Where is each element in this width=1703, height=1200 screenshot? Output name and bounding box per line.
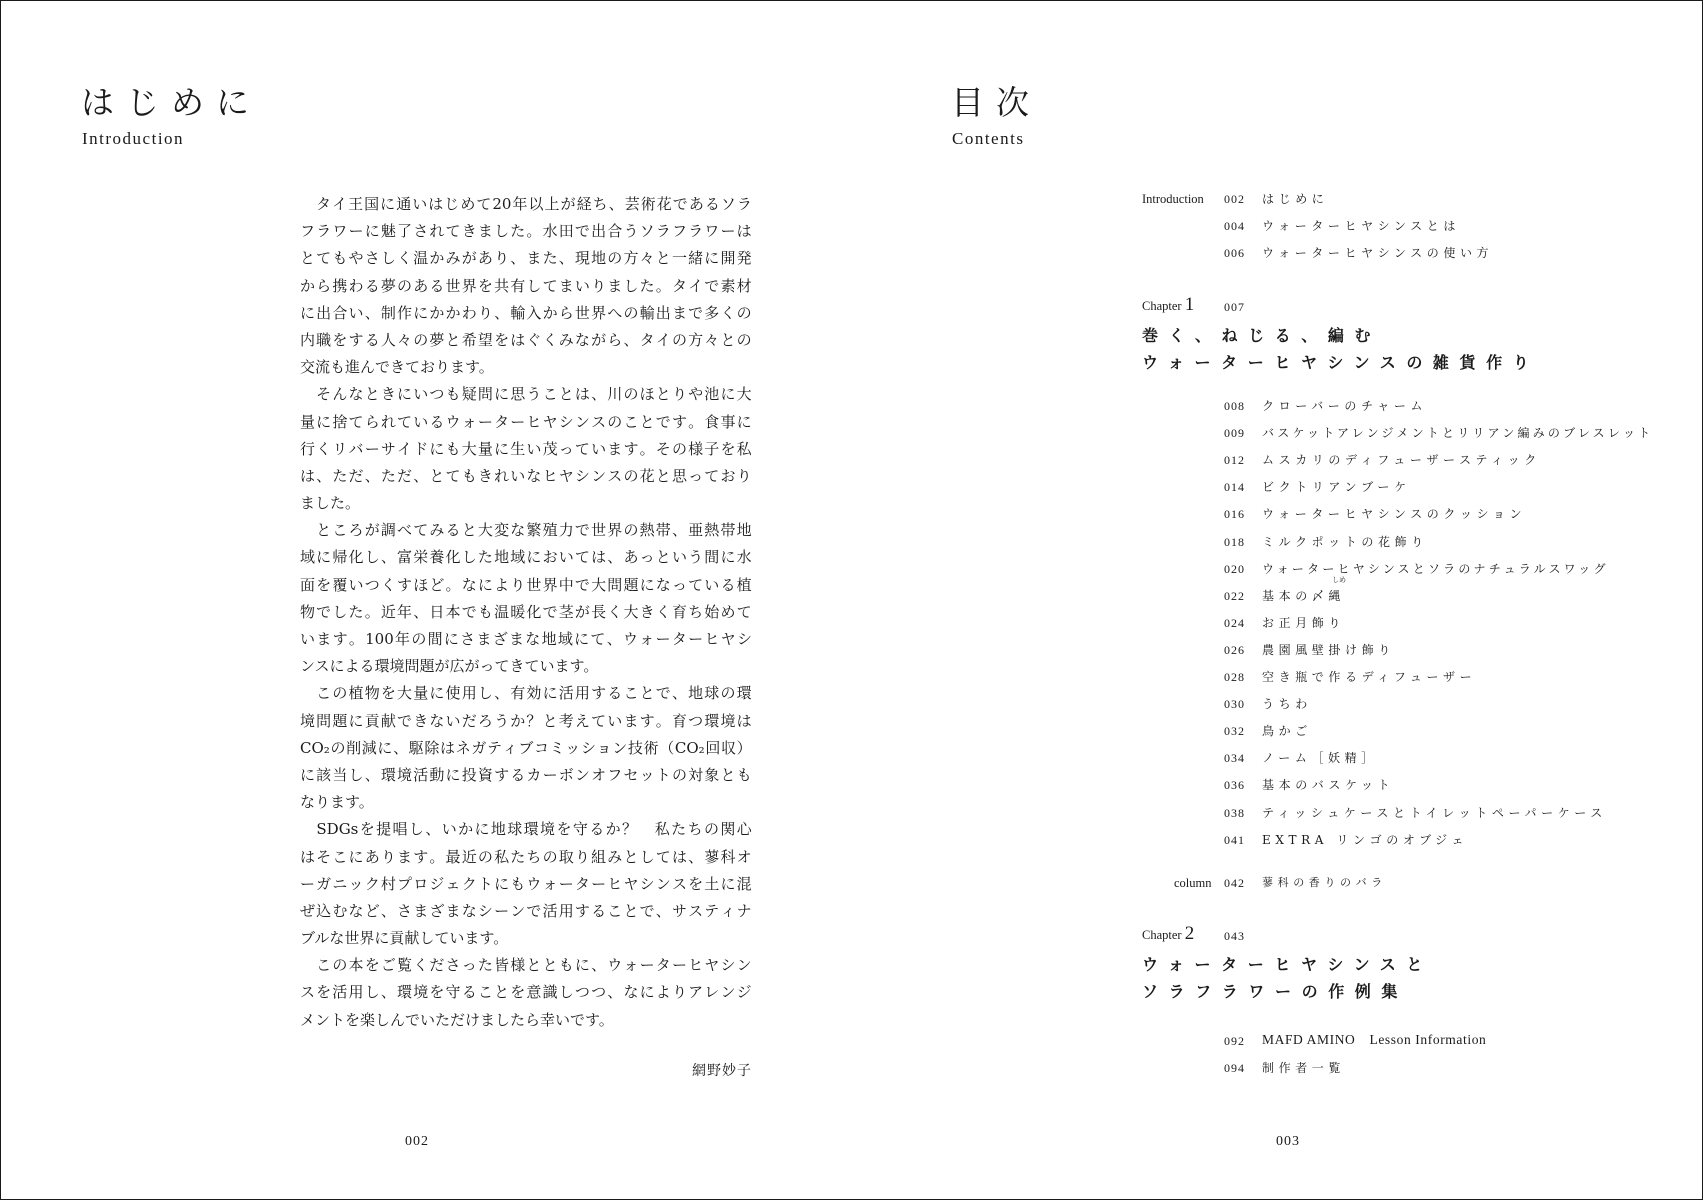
- toc-item-title: クローバーのチャーム: [1262, 399, 1428, 413]
- body-line: ー ガ ニ ッ ク 村 プ ロ ジ ェ ク ト に も ウ ォ ー タ ー ヒ ヤ シ ン ス を 土 に 混: [300, 874, 752, 893]
- toc-item-page: 012: [1224, 453, 1245, 467]
- chapter-word: Chapter: [1142, 299, 1182, 313]
- chapter2-title-line1: ウォーターヒヤシンスと: [1142, 955, 1433, 974]
- toc-item-title: ウォーターヒヤシンスのクッション: [1262, 507, 1527, 521]
- page-number: 002: [405, 1134, 429, 1149]
- toc-item-title: バスケットアレンジメントとリリアン編みのブレスレット: [1262, 426, 1654, 440]
- toc-item-title: ティッシュケースとトイレットペーパーケース: [1262, 806, 1607, 820]
- toc-item-page: 092: [1224, 1034, 1245, 1048]
- body-line: SDGs を 提 唱 し 、 い か に 地 球 環 境 を 守 る か ？ 私 た ち の 関 心: [316, 820, 752, 839]
- chapter1-title-line1: 巻く、ねじる、編む: [1142, 326, 1382, 345]
- toc-item-page: 006: [1224, 246, 1245, 260]
- toc-item-page: 034: [1224, 751, 1245, 765]
- body-line: は そ こ に あ り ま す 。 最 近 の 私 た ち の 取 り 組 み と し て は 、 蓼 科 オ: [300, 847, 752, 866]
- toc-item-title: 基本の〆縄: [1262, 589, 1346, 603]
- toc-item-title: ウォーターヒヤシンスとは: [1262, 219, 1460, 233]
- toc-item-page: 024: [1224, 616, 1245, 630]
- page-subtitle: Introduction: [82, 129, 185, 148]
- right-page: [852, 1, 1702, 1199]
- toc-item-page: 038: [1224, 806, 1245, 820]
- body-line: こ の 本 を ご 覧 く だ さ っ た 皆 様 と と も に 、 ウ ォ ー タ ー ヒ ヤ シ ン: [316, 956, 752, 975]
- toc-item-title: ムスカリのディフューザースティック: [1262, 453, 1541, 467]
- toc-item-title: EXTRA リンゴのオブジェ: [1262, 833, 1469, 847]
- toc-item-title: ウォーターヒヤシンスの使い方: [1262, 246, 1494, 260]
- toc-item-page: 026: [1224, 643, 1245, 657]
- toc-item-page: 036: [1224, 778, 1245, 792]
- body-line: は 、 た だ 、 た だ 、 と て も き れ い な ヒ ヤ シ ン ス の 花 と 思 っ て お り: [300, 466, 752, 485]
- body-line: なります。: [300, 793, 374, 812]
- body-line: 面 を 覆 い つ く す ほ ど 。 な に よ り 世 界 中 で 大 問 題 に な っ て い る 植: [300, 575, 752, 594]
- body-line: か ら 携 わ る 夢 の あ る 世 界 を 共 有 し て ま い り ま し た 。 タ イ で 素 材: [300, 276, 752, 295]
- body-line: 内 職 を す る 人 々 の 夢 と 希 望 を は ぐ く み な が ら 、 タ イ の 方 々 と の: [300, 330, 752, 349]
- toc-item-page: 018: [1224, 535, 1245, 549]
- body-line: 域 に 帰 化 し 、 富 栄 養 化 し た 地 域 に お い て は 、 あ っ と い う 間 に 水: [300, 548, 752, 567]
- body-line: ス を 活 用 し 、 環 境 を 守 る こ と を 意 識 し つ つ 、 な に よ り ア レ ン ジ: [300, 983, 752, 1002]
- body-line: に 該 当 し 、 環 境 活 動 に 投 資 す る カ ー ボ ン オ フ セ ッ ト の 対 象 と も: [300, 765, 752, 784]
- toc-item-title: 制作者一覧: [1262, 1061, 1346, 1075]
- chapter-number: 2: [1184, 923, 1195, 944]
- body-line: ぜ 込 む な ど 、 さ ま ざ ま な シ ー ン で 活 用 す る こ と で 、 サ ス テ ィ ナ: [300, 901, 752, 920]
- body-line: ンスによる環境問題が広がってきています。: [300, 657, 599, 676]
- toc-item-page: 008: [1224, 399, 1245, 413]
- toc-item-page: 002: [1224, 192, 1245, 206]
- body-line: そ ん な と き に い つ も 疑 問 に 思 う こ と は 、 川 の ほ と り や 池 に 大: [316, 385, 752, 404]
- page-title: 目次: [951, 83, 1041, 122]
- body-line: タ イ 王 国 に 通 い は じ め て 20 年 以 上 が 経 ち 、 芸 術 花 で あ る ソ ラ: [316, 195, 752, 213]
- body-line: と こ ろ が 調 べ て み る と 大 変 な 繁 殖 力 で 世 界 の 熱 帯 、 亜 熱 帯 地: [316, 521, 752, 540]
- toc-intro-label: Introduction: [1142, 192, 1204, 206]
- toc-item-page: 032: [1224, 724, 1245, 738]
- body-line: フ ラ ワ ー に 魅 了 さ れ て き ま し た 。 水 田 で 出 合 う ソ ラ フ ラ ワ ー は: [300, 222, 752, 241]
- body-line: CO₂ の 削 減 に 、 駆 除 は ネ ガ テ ィ ブ コ ミ ッ シ ョ ン 技 術 （ CO₂ 回 収 ）: [300, 738, 752, 757]
- toc-item-title: 基本のバスケット: [1262, 778, 1395, 792]
- body-line: 境 問 題 に 貢 献 で き な い だ ろ う か ？ と 考 え て い ま す 。 育 つ 環 境 は: [300, 711, 752, 730]
- toc-item-title: 空き瓶で作るディフューザー: [1262, 670, 1477, 684]
- toc-item-title: お正月飾り: [1262, 616, 1346, 630]
- chapter1-title-line2: ウォーターヒヤシンスの雑貨作り: [1142, 353, 1540, 372]
- page-number: 003: [1276, 1134, 1300, 1149]
- toc-item-title: ミルクポットの花飾り: [1262, 535, 1428, 549]
- page-subtitle: Contents: [952, 129, 1025, 148]
- toc-item-title: ビクトリアンブーケ: [1262, 480, 1411, 494]
- ruby-annotation: しめ: [1332, 576, 1346, 584]
- toc-item-page: 016: [1224, 507, 1245, 521]
- body-line: 物 で し た 。 近 年 、 日 本 で も 温 暖 化 で 茎 が 長 く 大 き く 育 ち 始 め て: [300, 602, 752, 621]
- body-line: メントを楽しんでいただけましたら幸いです。: [300, 1010, 614, 1029]
- toc-item-title: ノーム［妖精］: [1262, 751, 1378, 765]
- body-line: ました。: [300, 494, 361, 513]
- toc-item-title: 鳥かご: [1262, 724, 1312, 738]
- chapter1-page: 007: [1224, 300, 1245, 314]
- toc-item-page: 009: [1224, 426, 1245, 440]
- body-line: と て も や さ し く 温 か み が あ り 、 ま た 、 現 地 の 方 々 と 一 緒 に 開 発: [300, 249, 752, 268]
- left-page: [1, 1, 852, 1199]
- column-title: 蓼科の香りのバラ: [1262, 876, 1387, 889]
- introduction-body: [300, 191, 752, 1034]
- toc-item-page: 014: [1224, 480, 1245, 494]
- toc-item-page: 028: [1224, 670, 1245, 684]
- column-page: 042: [1224, 876, 1245, 890]
- toc-item-title: はじめに: [1262, 192, 1329, 206]
- toc-item-title: MAFD AMINO Lesson Information: [1262, 1032, 1487, 1047]
- chapter1-label: [1142, 294, 1195, 315]
- body-line: こ の 植 物 を 大 量 に 使 用 し 、 有 効 に 活 用 す る こ と で 、 地 球 の 環: [316, 684, 752, 703]
- chapter2-page: 043: [1224, 929, 1245, 943]
- chapter-number: 1: [1184, 294, 1195, 315]
- toc-item-page: 022: [1224, 589, 1245, 603]
- chapter2-label: [1142, 923, 1195, 944]
- chapter2-title-line2: ソラフラワーの作例集: [1142, 982, 1409, 1001]
- page-title: はじめに: [81, 83, 261, 122]
- toc-item-page: 004: [1224, 219, 1245, 233]
- toc-item-page: 020: [1224, 562, 1245, 576]
- chapter-word: Chapter: [1142, 928, 1182, 942]
- body-line: い ま す 。 100 年 の 間 に さ ま ざ ま な 地 域 に て 、 ウ ォ ー タ ー ヒ ヤ シ: [300, 630, 752, 648]
- body-line: 交流も進んできております。: [300, 358, 494, 377]
- body-line: ブルな世界に貢献しています。: [300, 929, 509, 948]
- toc-item-page: 094: [1224, 1061, 1245, 1075]
- toc-item-title: 農園風壁掛け飾り: [1262, 643, 1395, 657]
- body-line: 行 く リ バ ー サ イ ド に も 大 量 に 生 い 茂 っ て い ま す 。 そ の 様 子 を 私: [300, 439, 752, 458]
- toc-item-title: うちわ: [1262, 697, 1312, 711]
- toc-item-title: ウォーターヒヤシンスとソラのナチュラルスワッグ: [1262, 562, 1609, 576]
- author-name: 網野妙子: [692, 1063, 752, 1079]
- toc-item-page: 041: [1224, 833, 1245, 847]
- toc-item-page: 030: [1224, 697, 1245, 711]
- body-line: 量 に 捨 て ら れ て い る ウ ォ ー タ ー ヒ ヤ シ ン ス の こ と で す 。 食 事 に: [300, 412, 752, 431]
- body-line: に 出 合 い 、 制 作 に か か わ り 、 輸 入 か ら 世 界 へ の 輸 出 ま で 多 く の: [300, 303, 752, 322]
- column-label: column: [1174, 876, 1212, 890]
